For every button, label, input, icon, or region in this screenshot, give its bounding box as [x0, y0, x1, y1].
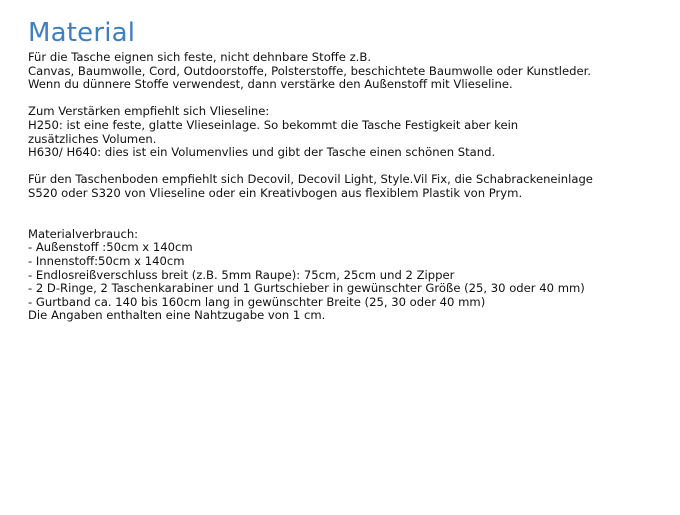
- text-line: H630/ H640: dies ist ein Volumenvlies und gibt der Tasche einen schönen Stand.: [28, 145, 496, 160]
- list-item: - Innenstoff:50cm x 140cm: [28, 253, 185, 268]
- list-item: - Endlosreißverschluss breit (z.B. 5mm Raupe): 75cm, 25cm und 2 Zipper: [28, 267, 455, 282]
- page-title: Material: [28, 18, 136, 48]
- text-line: Wenn du dünnere Stoffe verwendest, dann verstärke den Außenstoff mit Vlieseline.: [28, 77, 513, 92]
- bottom-paragraph: [28, 173, 668, 200]
- text-line: S520 oder S320 von Vlieseline oder ein Kreativbogen aus flexiblem Plastik von Prym.: [28, 185, 523, 200]
- text-line: zusätzliches Volumen.: [28, 131, 157, 146]
- reinforcement-paragraph: [28, 105, 668, 159]
- usage-list: [28, 228, 668, 323]
- intro-paragraph: [28, 51, 668, 92]
- paragraph-spacer: [28, 92, 668, 106]
- list-item: - Außenstoff :50cm x 140cm: [28, 240, 193, 255]
- paragraph-spacer: [28, 160, 668, 174]
- list-item: Die Angaben enthalten eine Nahtzugabe von 1 cm.: [28, 308, 326, 323]
- text-line: H250: ist eine feste, glatte Vlieseinlage. So bekommt die Tasche Festigkeit aber kein: [28, 117, 519, 132]
- text-line: Canvas, Baumwolle, Cord, Outdoorstoffe, Polsterstoffe, beschichtete Baumwolle oder Kunstleder.: [28, 63, 592, 78]
- list-item: - Gurtband ca. 140 bis 160cm lang in gewünschter Breite (25, 30 oder 40 mm): [28, 294, 486, 309]
- list-item: - 2 D-Ringe, 2 Taschenkarabiner und 1 Gurtschieber in gewünschter Größe (25, 30 oder 40 mm): [28, 281, 585, 296]
- paragraph-spacer: [28, 201, 668, 228]
- text-line: Für den Taschenboden empfiehlt sich Decovil, Decovil Light, Style.Vil Fix, die Schabrackeneinlage: [28, 172, 593, 187]
- list-item: Materialverbrauch:: [28, 226, 139, 241]
- text-line: Zum Verstärken empfiehlt sich Vlieseline:: [28, 104, 270, 119]
- text-line: Für die Tasche eignen sich feste, nicht dehnbare Stoffe z.B.: [28, 50, 371, 64]
- document-page: [28, 18, 668, 323]
